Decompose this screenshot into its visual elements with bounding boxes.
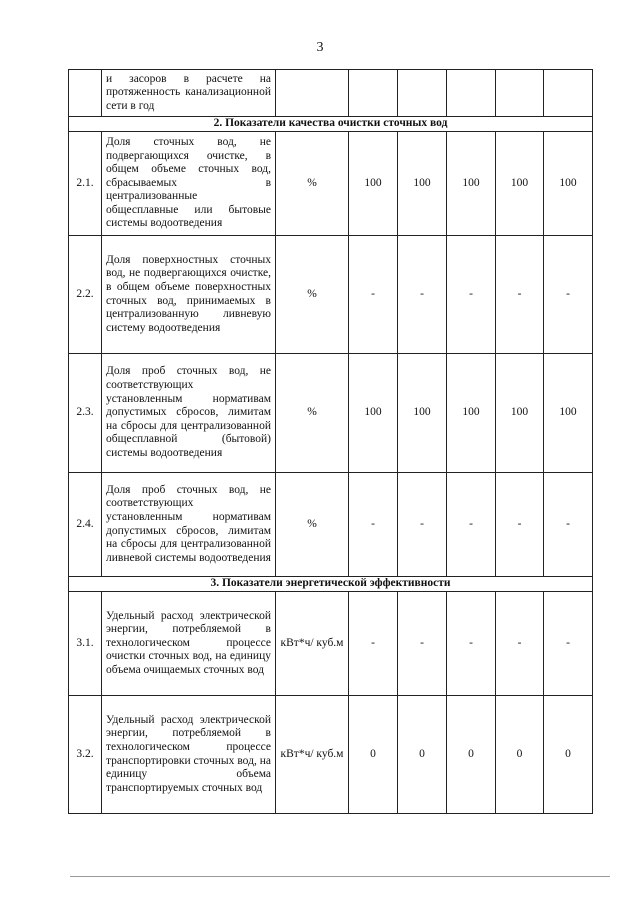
value-cell: - xyxy=(398,473,447,577)
value-cell: 100 xyxy=(398,354,447,473)
row-number: 3.1. xyxy=(69,592,102,696)
value-cell: - xyxy=(349,592,398,696)
value-cell: 0 xyxy=(544,696,593,814)
value-cell: - xyxy=(544,592,593,696)
row-number: 2.1. xyxy=(69,132,102,236)
value-cell: - xyxy=(496,592,544,696)
value-cell xyxy=(349,70,398,117)
value-cell: 0 xyxy=(398,696,447,814)
indicator-name: Доля поверхностных сточных вод, не подвергающихся очистке, в общем объеме поверхностных сточных вод, принимаемых в централизованную ливневую систему водоотведения xyxy=(102,236,276,354)
row-number: 2.2. xyxy=(69,236,102,354)
table-row xyxy=(69,132,593,236)
value-cell: - xyxy=(544,236,593,354)
row-number: 2.4. xyxy=(69,473,102,577)
indicator-name: Удельный расход электрической энергии, потребляемой в технологическом процессе очистки сточных вод, на единицу объема очищаемых сточных вод xyxy=(102,592,276,696)
indicators-table xyxy=(68,69,593,814)
unit-cell: % xyxy=(276,354,349,473)
value-cell: 100 xyxy=(349,132,398,236)
value-cell: 100 xyxy=(496,132,544,236)
table-row xyxy=(69,236,593,354)
value-cell: - xyxy=(398,592,447,696)
table-row xyxy=(69,354,593,473)
unit-cell: % xyxy=(276,132,349,236)
indicator-name: Удельный расход электрической энергии, потребляемой в технологическом процессе транспортировки сточных вод, на единицу объема транспортируемых сточных вод xyxy=(102,696,276,814)
section-title: 2. Показатели качества очистки сточных вод xyxy=(69,117,593,132)
value-cell: - xyxy=(544,473,593,577)
value-cell: - xyxy=(496,473,544,577)
indicator-name: Доля сточных вод, не подвергающихся очистке, в общем объеме сточных вод, сбрасываемых в централизованные общесплавные или бытовые системы водоотведения xyxy=(102,132,276,236)
table-row xyxy=(69,473,593,577)
row-number xyxy=(69,70,102,117)
value-cell: 100 xyxy=(349,354,398,473)
unit-cell xyxy=(276,70,349,117)
value-cell: - xyxy=(349,473,398,577)
section-header-row xyxy=(69,117,593,132)
indicator-name: Доля проб сточных вод, не соответствующих установленным нормативам допустимых сбросов, лимитам на сбросы для централизованной ливневой системы водоотведения xyxy=(102,473,276,577)
unit-cell: % xyxy=(276,236,349,354)
table-row xyxy=(69,70,593,117)
indicator-name: Доля проб сточных вод, не соответствующих установленным нормативам допустимых сбросов, лимитам на сбросы для централизованной общесплавной (бытовой) системы водоотведения xyxy=(102,354,276,473)
unit-cell: кВт*ч/ куб.м xyxy=(276,592,349,696)
value-cell xyxy=(544,70,593,117)
value-cell: - xyxy=(496,236,544,354)
unit-cell: % xyxy=(276,473,349,577)
row-number: 2.3. xyxy=(69,354,102,473)
indicator-name: и засоров в расчете на протяженность канализационной сети в год xyxy=(102,70,276,117)
value-cell: 0 xyxy=(349,696,398,814)
value-cell: - xyxy=(447,473,496,577)
value-cell: - xyxy=(447,592,496,696)
value-cell: - xyxy=(398,236,447,354)
value-cell: 100 xyxy=(447,132,496,236)
value-cell xyxy=(398,70,447,117)
value-cell xyxy=(496,70,544,117)
value-cell: 100 xyxy=(398,132,447,236)
unit-cell: кВт*ч/ куб.м xyxy=(276,696,349,814)
page-number: 3 xyxy=(316,40,324,55)
row-number: 3.2. xyxy=(69,696,102,814)
table-row xyxy=(69,592,593,696)
value-cell xyxy=(447,70,496,117)
section-title: 3. Показатели энергетической эффективности xyxy=(69,577,593,592)
section-header-row xyxy=(69,577,593,592)
value-cell: 100 xyxy=(447,354,496,473)
value-cell: - xyxy=(349,236,398,354)
page-edge-line xyxy=(70,876,610,877)
value-cell: - xyxy=(447,236,496,354)
value-cell: 0 xyxy=(447,696,496,814)
value-cell: 100 xyxy=(496,354,544,473)
value-cell: 100 xyxy=(544,132,593,236)
value-cell: 0 xyxy=(496,696,544,814)
table-row xyxy=(69,696,593,814)
value-cell: 100 xyxy=(544,354,593,473)
